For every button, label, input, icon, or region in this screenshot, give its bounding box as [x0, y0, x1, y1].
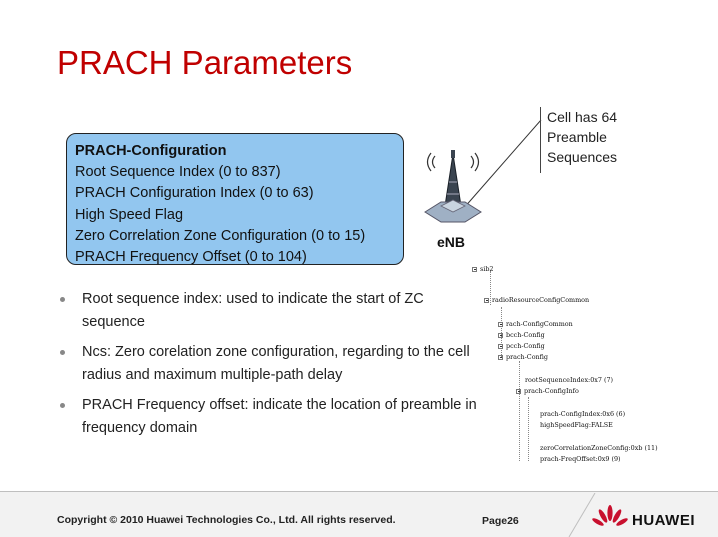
tree-leaf-config-index[interactable]: prach-ConfigIndex:0x6 (6) [540, 410, 626, 418]
tree-node-pcch-config[interactable]: pcch-Config [498, 342, 545, 350]
tree-leaf-freq-offset[interactable]: prach-FreqOffset:0x9 (9) [540, 455, 621, 463]
bullet-frequency-offset [58, 394, 478, 440]
collapse-icon[interactable] [516, 389, 521, 394]
brand-name: HUAWEI [632, 512, 695, 529]
tree-node-prach-config[interactable]: prach-Config [498, 353, 548, 361]
callout-line-2: Preamble [547, 129, 607, 145]
config-line-zero-correlation: Zero Correlation Zone Configuration (0 to 15) [75, 227, 366, 244]
tree-leaf-root-sequence-index[interactable]: rootSequenceIndex:0x7 (7) [525, 376, 614, 384]
config-line-high-speed-flag: High Speed Flag [75, 206, 184, 223]
callout-line-3: Sequences [547, 149, 618, 165]
tree-node-sib2[interactable]: sib2 [472, 265, 493, 273]
callout-line-1: Cell has 64 [547, 109, 618, 125]
bullet-ncs [58, 341, 478, 387]
bullet-dot [60, 350, 65, 355]
bullet-text: Root sequence index: used to indicate the start of ZC sequence [82, 291, 424, 330]
config-line-root-sequence: Root Sequence Index (0 to 837) [75, 164, 281, 181]
collapse-icon[interactable] [484, 298, 489, 303]
expand-icon[interactable] [498, 344, 503, 349]
tree-leaf-high-speed-flag[interactable]: highSpeedFlag:FALSE [540, 421, 613, 429]
tree-node-bcch-config[interactable]: bcch-Config [498, 331, 545, 339]
parameter-tree [470, 257, 715, 469]
collapse-icon[interactable] [498, 355, 503, 360]
expand-icon[interactable] [498, 333, 503, 338]
tree-node-radio-resource-config[interactable]: radioResourceConfigCommon [484, 296, 589, 304]
expand-icon[interactable] [498, 322, 503, 327]
bullet-dot [60, 297, 65, 302]
callout-note [540, 107, 652, 173]
bullet-list [58, 288, 478, 447]
bullet-text: Ncs: Zero corelation zone configuration, regarding to the cell radius and maximum multiple-path delay [82, 344, 470, 383]
page-number: Page26 [482, 515, 519, 527]
collapse-icon[interactable] [472, 267, 477, 272]
bullet-dot [60, 403, 65, 408]
config-line-configuration-index: PRACH Configuration Index (0 to 63) [75, 185, 314, 202]
bullet-root-sequence [58, 288, 478, 334]
huawei-logo-icon [592, 505, 628, 533]
config-heading: PRACH-Configuration [75, 143, 227, 159]
tree-node-prach-config-info[interactable]: prach-ConfigInfo [516, 387, 579, 395]
config-line-frequency-offset: PRACH Frequency Offset (0 to 104) [75, 249, 307, 266]
bullet-text: PRACH Frequency offset: indicate the location of preamble in frequency domain [82, 397, 477, 436]
enb-label: eNB [437, 234, 466, 250]
slide-title: PRACH Parameters [57, 44, 353, 81]
tree-node-rach-config[interactable]: rach-ConfigCommon [498, 320, 573, 328]
tree-leaf-zero-correlation[interactable]: zeroCorrelationZoneConfig:0xb (11) [540, 444, 658, 452]
cell-tower-icon [411, 148, 501, 234]
copyright-notice: Copyright © 2010 Huawei Technologies Co., Ltd. All rights reserved. [57, 514, 396, 526]
